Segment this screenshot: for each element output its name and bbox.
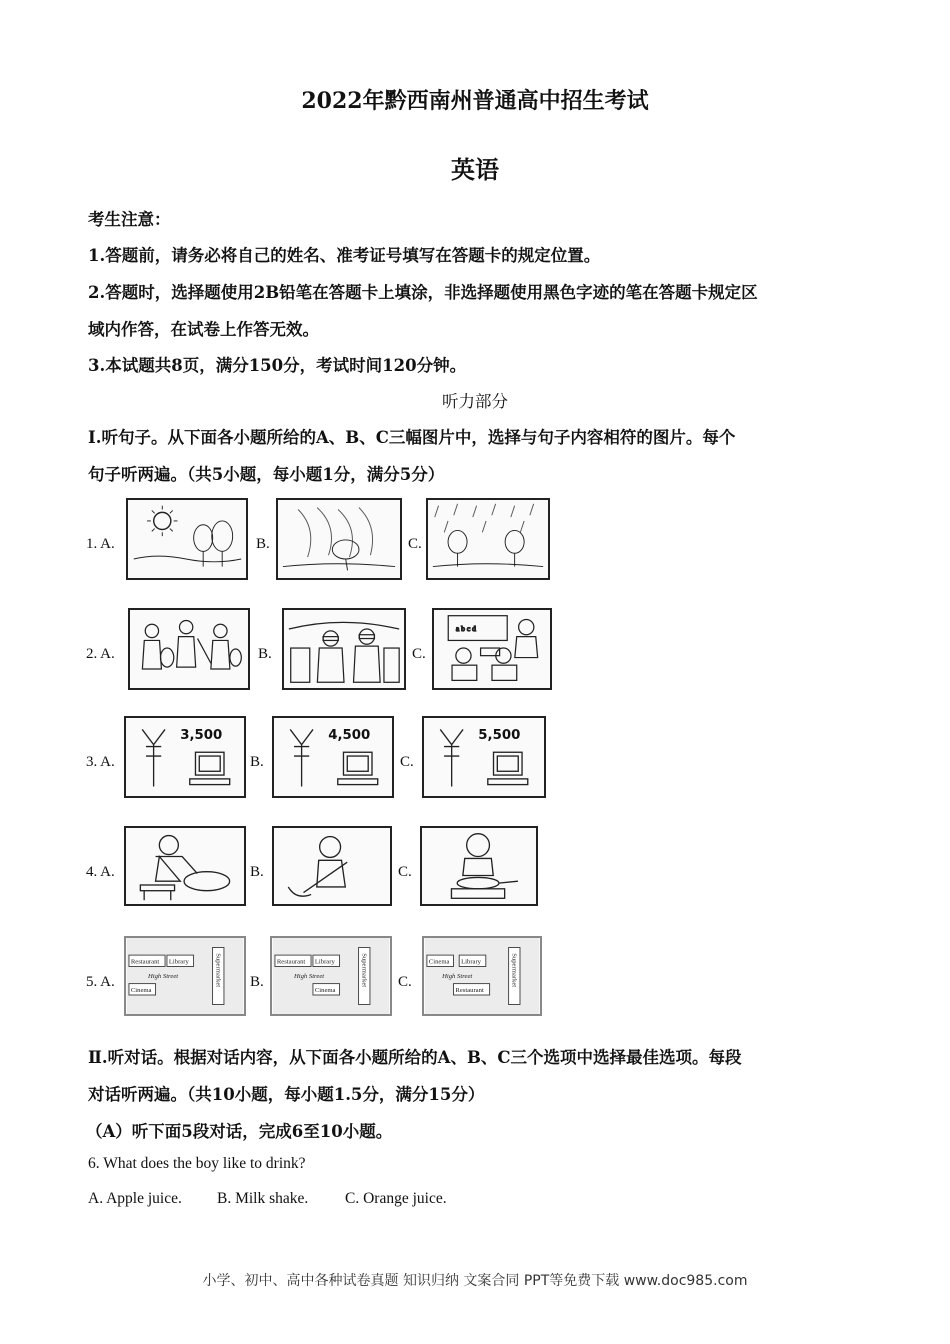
- q3-image-c-price[interactable]: [422, 716, 546, 798]
- q3-price-c: 5,500: [478, 727, 521, 743]
- question-5: [86, 936, 566, 1022]
- part2-sub-a: （A）听下面5段对话，完成6至10小题。: [86, 1122, 393, 1141]
- q5c-cinema: Cinema: [428, 958, 450, 966]
- part2-instruction-1: Ⅱ.听对话。根据对话内容，从下面各小题所给的A、B、C三个选项中选择最佳选项。每段: [88, 1048, 742, 1067]
- q5b-restaurant: Restaurant: [276, 958, 306, 966]
- q5b-supermarket: Supermarket: [360, 953, 368, 988]
- q4-image-a-washing[interactable]: [124, 826, 246, 906]
- part2-instruction-2: 对话听两遍。（共10小题，每小题1.5分，满分15分）: [88, 1085, 485, 1104]
- listening-section-title: 听力部分: [442, 392, 508, 411]
- page-footer: 小学、初中、高中各种试卷真题 知识归纳 文案合同 PPT等免费下载 www.doc985.com: [202, 1273, 748, 1289]
- q5a-library: Library: [168, 958, 189, 966]
- q5-map-b[interactable]: [270, 936, 392, 1016]
- q5c-library: Library: [461, 958, 482, 966]
- q3-label-b: B.: [250, 754, 264, 770]
- notice-line-3: 域内作答，在试卷上作答无效。: [88, 320, 319, 339]
- q1-label-c: C.: [408, 536, 422, 552]
- question-4: [86, 826, 566, 912]
- q5-map-a[interactable]: [124, 936, 246, 1016]
- q1-label-b: B.: [256, 536, 270, 552]
- notice-line-4: 3.本试题共8页，满分150分，考试时间120分钟。: [88, 356, 467, 375]
- q2-label-a: 2. A.: [86, 646, 115, 662]
- q5b-cinema: Cinema: [314, 987, 336, 995]
- q1-image-a-sunny[interactable]: [126, 498, 248, 580]
- q5a-cinema: Cinema: [130, 987, 152, 995]
- q3-price-b: 4,500: [328, 727, 371, 743]
- q1-image-c-rainy[interactable]: [426, 498, 550, 580]
- q3-image-b-price[interactable]: [272, 716, 394, 798]
- question-3: [86, 716, 566, 802]
- q6-option-b[interactable]: B. Milk shake.: [217, 1190, 309, 1207]
- q4-label-b: B.: [250, 864, 264, 880]
- part1-instruction-2: 句子听两遍。（共5小题，每小题1分，满分5分）: [88, 465, 445, 484]
- q3-label-c: C.: [400, 754, 414, 770]
- q5c-supermarket: Supermarket: [510, 953, 518, 988]
- question-1: [86, 498, 566, 584]
- q3-label-a: 3. A.: [86, 754, 115, 770]
- q1-image-b-windy[interactable]: [276, 498, 402, 580]
- q3-image-a-price[interactable]: [124, 716, 246, 798]
- svg-text:a b c d: a b c d: [455, 623, 476, 633]
- q4-label-a: 4. A.: [86, 864, 115, 880]
- q2-image-b-cinema[interactable]: [282, 608, 406, 690]
- q4-image-b-sweeping[interactable]: [272, 826, 392, 906]
- q5b-street: High Street: [293, 972, 325, 980]
- q4-label-c: C.: [398, 864, 412, 880]
- exam-subject: 英语: [451, 155, 499, 184]
- notice-line-2: 2.答题时，选择题使用2B铅笔在答题卡上填涂，非选择题使用黑色字迹的笔在答题卡规定区: [88, 283, 758, 302]
- q2-label-b: B.: [258, 646, 272, 662]
- q5a-supermarket: Supermarket: [214, 953, 222, 988]
- q5-label-b: B.: [250, 974, 264, 990]
- notice-line-1: 1.答题前，请务必将自己的姓名、准考证号填写在答题卡的规定位置。: [88, 246, 601, 265]
- q5a-restaurant: Restaurant: [130, 958, 160, 966]
- part1-instruction-1: Ⅰ.听句子。从下面各小题所给的A、B、C三幅图片中，选择与句子内容相符的图片。每个: [88, 428, 736, 447]
- notice-heading: 考生注意：: [88, 210, 171, 229]
- q6-stem: 6. What does the boy like to drink?: [88, 1155, 306, 1172]
- q5-map-c[interactable]: [422, 936, 542, 1016]
- q6-option-c[interactable]: C. Orange juice.: [345, 1190, 447, 1207]
- q5c-street: High Street: [442, 972, 473, 980]
- q6-option-a[interactable]: A. Apple juice.: [88, 1190, 182, 1207]
- q4-image-c-cooking[interactable]: [420, 826, 538, 906]
- exam-title: 2022年黔西南州普通高中招生考试: [301, 88, 649, 114]
- q2-label-c: C.: [412, 646, 426, 662]
- q5-label-a: 5. A.: [86, 974, 115, 990]
- q2-image-a-band[interactable]: [128, 608, 250, 690]
- question-2: [86, 608, 566, 694]
- q5b-library: Library: [314, 958, 335, 966]
- q1-label-a: 1. A.: [86, 536, 115, 552]
- q5c-restaurant: Restaurant: [455, 987, 484, 995]
- q3-price-a: 3,500: [180, 727, 223, 743]
- q5-label-c: C.: [398, 974, 412, 990]
- q5a-street: High Street: [147, 972, 179, 980]
- q2-image-c-classroom[interactable]: [432, 608, 552, 690]
